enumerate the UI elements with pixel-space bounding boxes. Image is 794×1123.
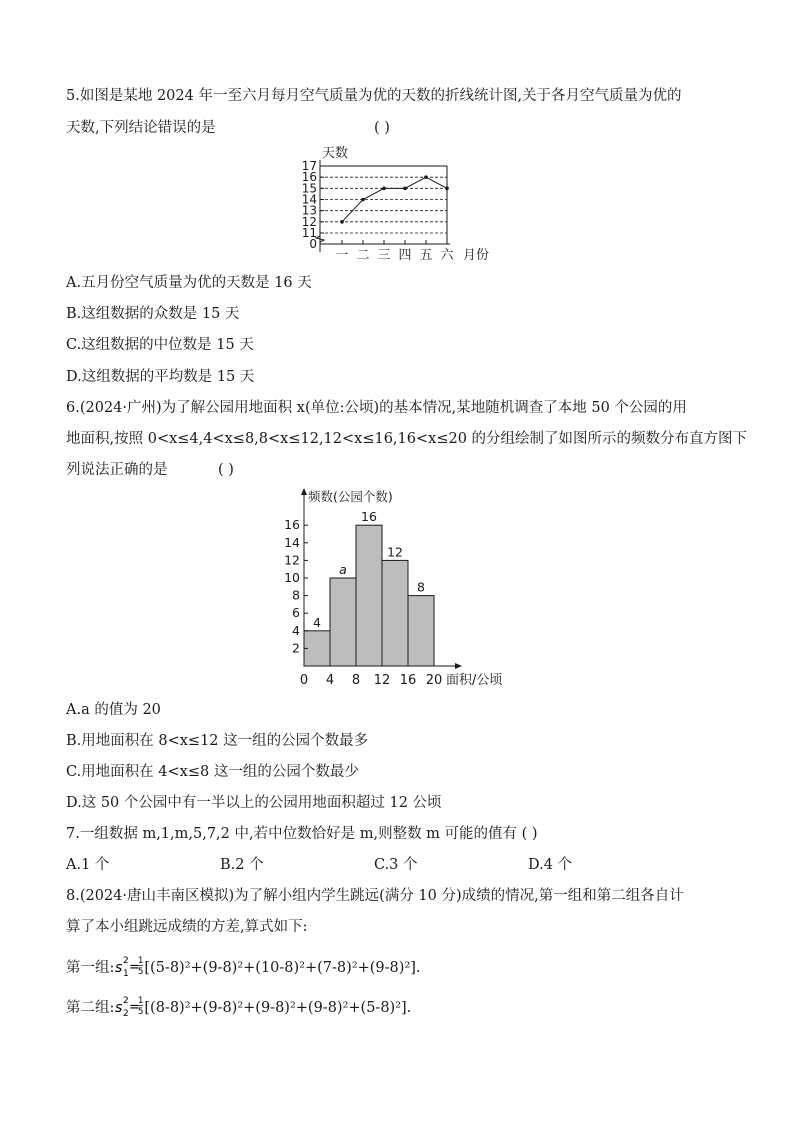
- q8-group2-label: 第二组:: [66, 1000, 115, 1016]
- histogram-ylabel: 频数(公园个数): [308, 489, 393, 504]
- data-point: [424, 175, 428, 179]
- data-point: [445, 187, 449, 191]
- q7-option-d[interactable]: D.4 个: [528, 857, 573, 873]
- q5-option-b[interactable]: B.这组数据的众数是 15 天: [66, 306, 240, 322]
- x-tick-label: 0: [299, 673, 309, 688]
- q6-stem-line2: 地面积,按照 0<x≤4,4<x≤8,8<x≤12,12<x≤16,16<x≤20 的分组绘制了如图所示的频数分布直方图下: [66, 431, 748, 447]
- x-tick-label: 16: [399, 673, 417, 688]
- q6-option-c[interactable]: C.用地面积在 4<x≤8 这一组的公园个数最少: [66, 764, 359, 780]
- q5-answer-paren: ( ): [374, 120, 390, 136]
- y-tick-label: 15: [301, 181, 317, 196]
- y-tick-label: 16: [284, 517, 300, 533]
- q8-group1-label: 第一组:: [66, 960, 115, 976]
- y-tick-label: 16: [301, 170, 317, 185]
- x-tick-label: 三: [377, 248, 391, 263]
- svg-text:s: s: [115, 1000, 123, 1016]
- histogram-bar: [408, 596, 434, 666]
- svg-text:2: 2: [123, 996, 130, 1006]
- q5-stem-line1: 5.如图是某地 2024 年一至六月每月空气质量为优的天数的折线统计图,关于各月空气质量为优的: [66, 88, 682, 104]
- line-chart: [300, 140, 500, 264]
- y-tick-label: 4: [292, 622, 300, 638]
- svg-text:=: =: [129, 1000, 141, 1015]
- bar-value-label: 8: [417, 579, 425, 595]
- data-point: [340, 220, 344, 224]
- y-tick-label: 14: [284, 534, 300, 550]
- y-tick-label: 10: [284, 570, 300, 585]
- q8-group2-expression: [(8-8)²+(9-8)²+(9-8)²+(9-8)²+(5-8)²].: [144, 1000, 412, 1016]
- y-tick-label: 11: [301, 226, 317, 240]
- variance-s1-fraction: [114, 955, 144, 977]
- q5-option-c[interactable]: C.这组数据的中位数是 15 天: [66, 337, 254, 353]
- svg-text:1: 1: [138, 956, 144, 966]
- svg-text:1: 1: [138, 996, 144, 1006]
- svg-text:2: 2: [123, 956, 130, 966]
- q6-option-d[interactable]: D.这 50 个公园中有一半以上的公园用地面积超过 12 公顷: [66, 795, 442, 811]
- data-point: [361, 198, 365, 202]
- histogram-bar: [356, 525, 382, 666]
- x-tick-label: 20: [425, 673, 443, 688]
- bar-value-label: 12: [387, 544, 403, 560]
- x-tick-label: 六: [440, 248, 454, 263]
- data-point: [382, 187, 386, 191]
- line-chart-xlabel: 月份: [463, 248, 490, 263]
- hist-y-arrow: [301, 488, 307, 495]
- x-tick-label: 12: [373, 673, 391, 688]
- svg-text:s: s: [115, 960, 123, 976]
- q6-stem-line1: 6.(2024·广州)为了解公园用地面积 x(单位:公顷)的基本情况,某地随机调查了本地 50 个公园的用: [66, 400, 687, 416]
- y-tick-label: 12: [284, 552, 300, 568]
- y-tick-label: 14: [301, 192, 317, 207]
- y-tick-label: 17: [301, 159, 317, 173]
- svg-text:5: 5: [138, 1007, 144, 1017]
- histogram-bar: [330, 578, 356, 666]
- bar-value-label: 16: [361, 509, 377, 525]
- histogram-xlabel: 面积/公顷: [446, 673, 503, 688]
- q8-group1-expression: [(5-8)²+(9-8)²+(10-8)²+(7-8)²+(9-8)²].: [144, 960, 421, 976]
- svg-text:5: 5: [138, 967, 144, 977]
- q5-option-a[interactable]: A.五月份空气质量为优的天数是 16 天: [66, 275, 312, 291]
- x-tick-label: 8: [351, 673, 361, 688]
- y-tick-label: 8: [292, 587, 300, 603]
- line-chart-ylabel: 天数: [322, 146, 349, 161]
- x-tick-label: 二: [356, 248, 370, 263]
- x-tick-label: 五: [419, 248, 433, 263]
- y-tick-label: 2: [292, 640, 300, 656]
- q8-stem-line1: 8.(2024·唐山丰南区模拟)为了解小组内学生跳远(满分 10 分)成绩的情况,第一组和第二组各自计: [66, 888, 684, 904]
- x-tick-label: 四: [398, 248, 412, 263]
- y-tick-label: 6: [292, 605, 300, 621]
- q8-group1-formula: [66, 955, 421, 978]
- svg-text:=: =: [129, 960, 141, 975]
- q8-group2-formula: [66, 995, 411, 1018]
- y-tick-label: 13: [301, 203, 317, 218]
- q7-option-a[interactable]: A.1 个: [66, 857, 110, 873]
- y-tick-label: 12: [301, 214, 317, 229]
- variance-s2-fraction: [114, 995, 144, 1017]
- x-tick-label: 一: [335, 248, 349, 263]
- q6-option-b[interactable]: B.用地面积在 8<x≤12 这一组的公园个数最多: [66, 733, 369, 749]
- q5-option-d[interactable]: D.这组数据的平均数是 15 天: [66, 369, 255, 385]
- q8-stem-line2: 算了本小组跳远成绩的方差,算式如下:: [66, 919, 308, 935]
- hist-x-arrow: [455, 663, 462, 669]
- y-tick-label: 0: [309, 237, 317, 251]
- q6-stem-line3: 列说法正确的是: [66, 462, 168, 478]
- histogram-chart: [280, 486, 520, 692]
- q7-option-b[interactable]: B.2 个: [220, 857, 264, 873]
- data-point: [403, 187, 407, 191]
- q6-option-a[interactable]: A.a 的值为 20: [66, 702, 161, 718]
- q5-stem-line2: 天数,下列结论错误的是: [66, 120, 216, 136]
- x-tick-label: 4: [325, 673, 335, 688]
- histogram-bar: [382, 560, 408, 666]
- q7-option-c[interactable]: C.3 个: [374, 857, 418, 873]
- bar-value-label: a: [339, 562, 347, 577]
- bar-value-label: 4: [313, 614, 321, 630]
- svg-text:2: 2: [123, 1009, 130, 1017]
- q6-answer-paren: ( ): [218, 462, 234, 478]
- svg-text:1: 1: [123, 969, 130, 977]
- q7-stem: 7.一组数据 m,1,m,5,7,2 中,若中位数恰好是 m,则整数 m 可能的值有 ( ): [66, 826, 538, 842]
